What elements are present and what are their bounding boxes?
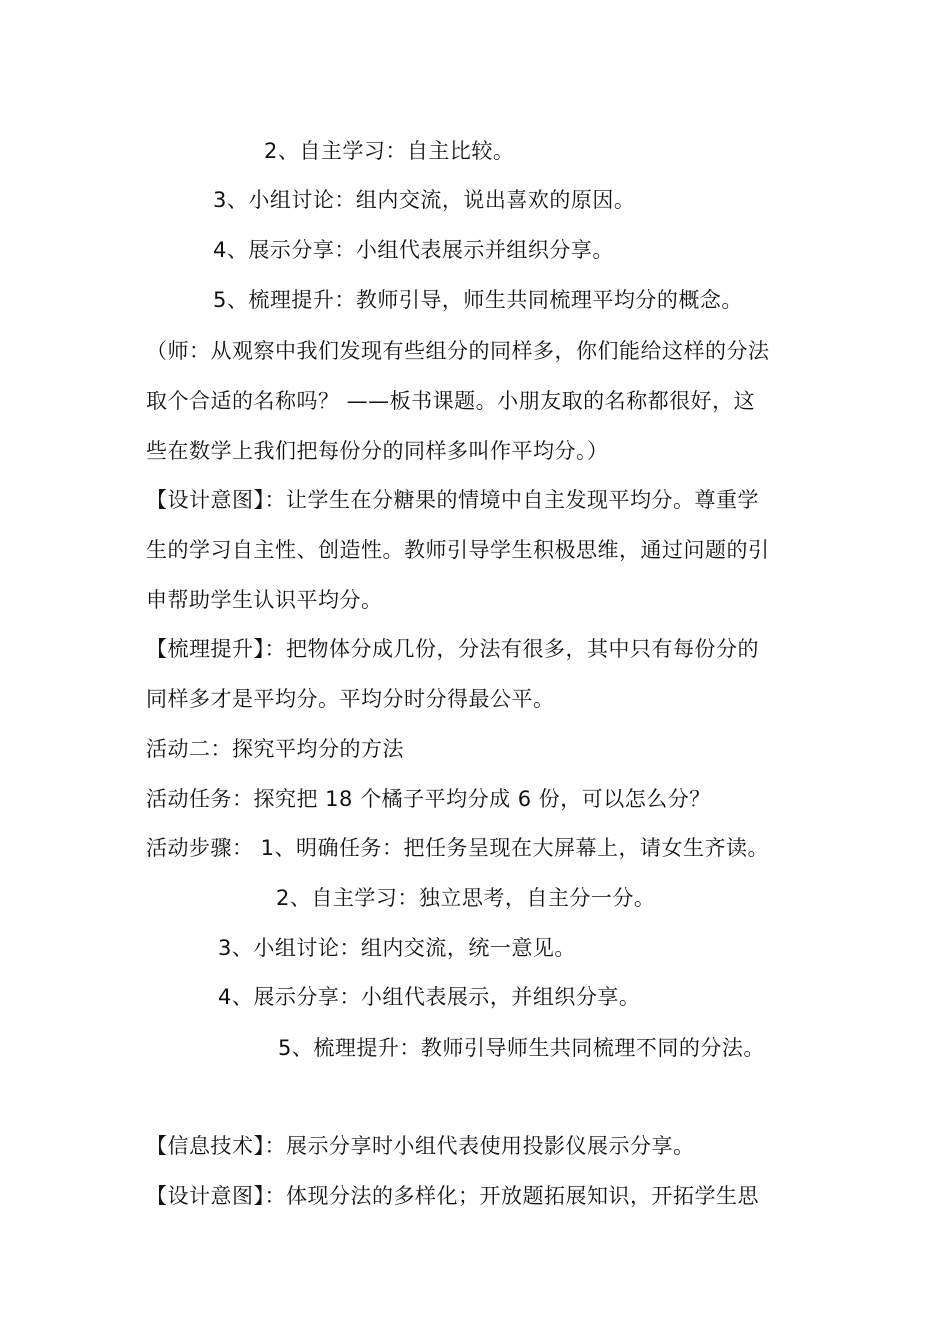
summary-note-line-2: 同样多才是平均分。平均分时分得最公平。: [146, 687, 555, 711]
info-tech-note: 【信息技术】：展示分享时小组代表使用投影仪展示分享。: [146, 1134, 695, 1158]
teacher-note-line-2: 取个合适的名称吗？ ——板书课题。小朋友取的名称都很好，这: [146, 389, 756, 413]
design-intent-2-line-1: 【设计意图】：体现分法的多样化；开放题拓展知识，开拓学生思: [146, 1184, 759, 1208]
activity-step-4: 4、展示分享：小组代表展示，并组织分享。: [218, 985, 641, 1009]
activity-two-heading: 活动二：探究平均分的方法: [146, 737, 404, 761]
summary-note-line-1: 【梳理提升】：把物体分成几份，分法有很多，其中只有每份分的: [146, 637, 759, 661]
teacher-note-line-3: 些在数学上我们把每份分的同样多叫作平均分。）: [146, 439, 609, 463]
design-intent-line-2: 生的学习自主性、创造性。教师引导学生积极思维，通过问题的引: [146, 538, 770, 562]
activity-step-3: 3、小组讨论：组内交流，统一意见。: [218, 936, 576, 960]
teacher-note-line-1: （师：从观察中我们发现有些组分的同样多，你们能给这样的分法: [146, 339, 770, 363]
design-intent-line-3: 申帮助学生认识平均分。: [146, 588, 383, 612]
activity-task: 活动任务：探究把 18 个橘子平均分成 6 份，可以怎么分？: [146, 787, 711, 811]
activity-steps-line-1: 活动步骤： 1、明确任务：把任务呈现在大屏幕上，请女生齐读。: [146, 836, 770, 860]
step-2-self-study: 2、自主学习：自主比较。: [264, 139, 515, 163]
activity-step-2: 2、自主学习：独立思考，自主分一分。: [276, 886, 656, 910]
step-3-group-discussion: 3、小组讨论：组内交流，说出喜欢的原因。: [213, 188, 636, 212]
step-5-summary: 5、梳理提升：教师引导，师生共同梳理平均分的概念。: [213, 288, 743, 312]
activity-step-5: 5、梳理提升：教师引导师生共同梳理不同的分法。: [278, 1036, 765, 1060]
step-4-show-share: 4、展示分享：小组代表展示并组织分享。: [213, 238, 614, 262]
design-intent-line-1: 【设计意图】：让学生在分糖果的情境中自主发现平均分。尊重学: [146, 488, 759, 512]
